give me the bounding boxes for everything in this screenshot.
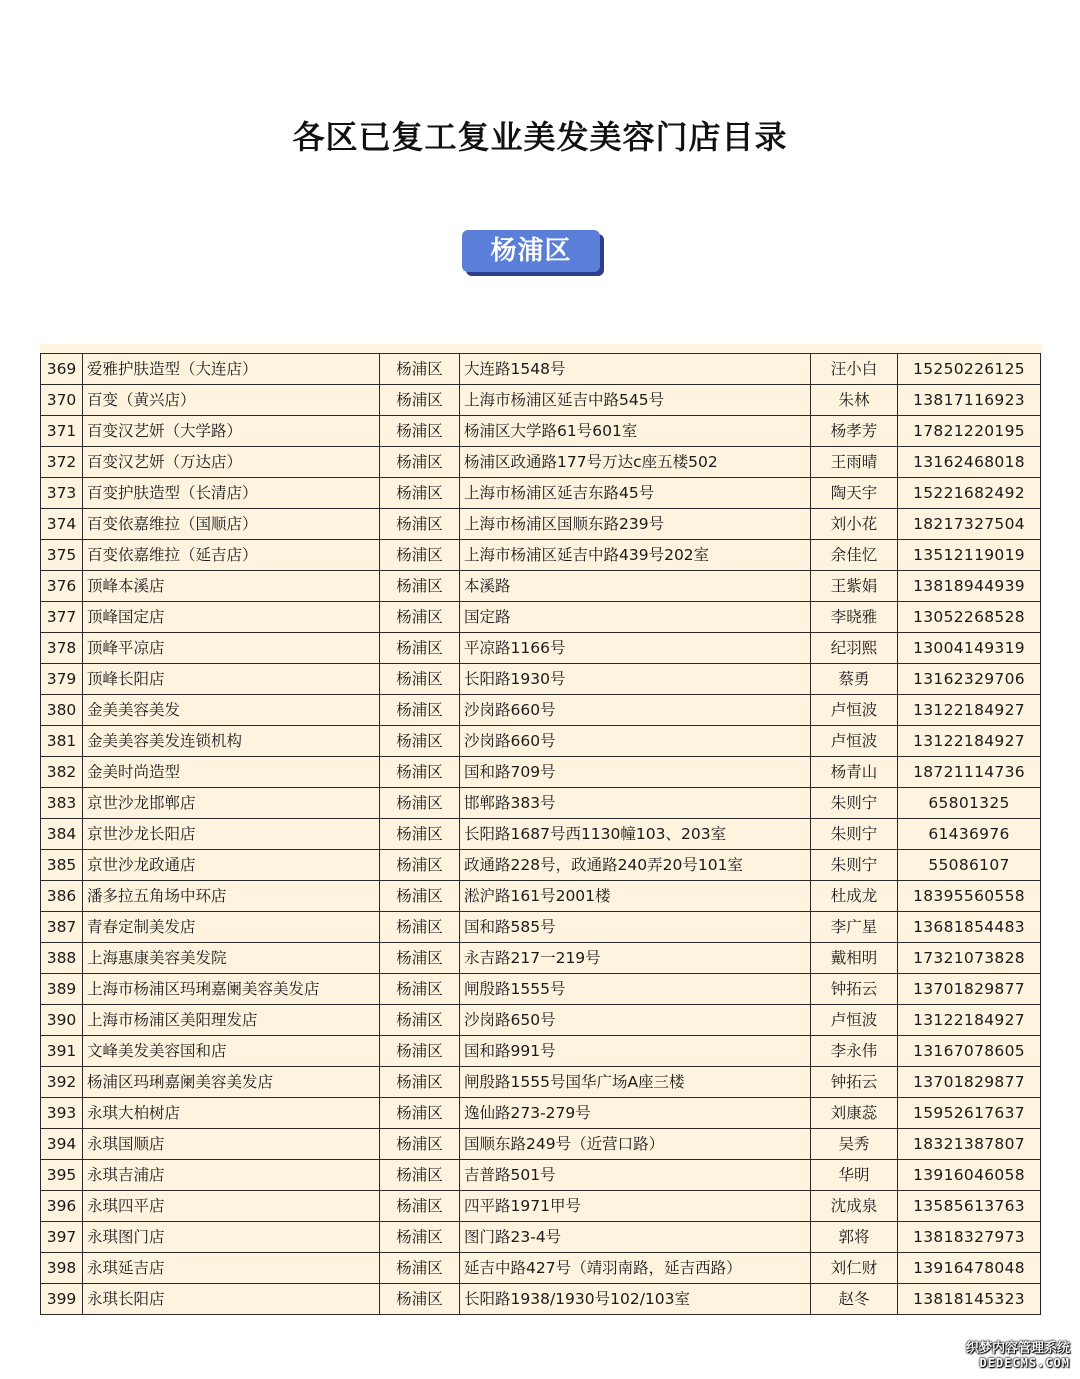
table-row: [41, 447, 1041, 478]
store-name-cell: 永琪大柏树店: [83, 1098, 380, 1129]
phone-cell: 13818145323: [898, 1284, 1041, 1315]
row-number-cell: 381: [41, 726, 83, 757]
row-number-cell: 375: [41, 540, 83, 571]
store-name-cell: 金美美容美发连锁机构: [83, 726, 380, 757]
district-cell: 杨浦区: [380, 819, 460, 850]
contact-person-cell: 刘小花: [811, 509, 898, 540]
contact-person-cell: 卢恒波: [811, 1005, 898, 1036]
store-name-cell: 文峰美发美容国和店: [83, 1036, 380, 1067]
phone-cell: 18721114736: [898, 757, 1041, 788]
row-number-cell: 392: [41, 1067, 83, 1098]
salon-table-body: [41, 354, 1041, 1315]
phone-cell: 15250226125: [898, 354, 1041, 385]
row-number-cell: 376: [41, 571, 83, 602]
district-cell: 杨浦区: [380, 757, 460, 788]
address-cell: 闸殷路1555号: [460, 974, 811, 1005]
district-cell: 杨浦区: [380, 354, 460, 385]
row-number-cell: 383: [41, 788, 83, 819]
store-name-cell: 潘多拉五角场中环店: [83, 881, 380, 912]
contact-person-cell: 朱则宁: [811, 788, 898, 819]
contact-person-cell: 卢恒波: [811, 695, 898, 726]
row-number-cell: 395: [41, 1160, 83, 1191]
store-name-cell: 杨浦区玛琍嘉阑美容美发店: [83, 1067, 380, 1098]
store-name-cell: 顶峰本溪店: [83, 571, 380, 602]
row-number-cell: 372: [41, 447, 83, 478]
district-cell: 杨浦区: [380, 1160, 460, 1191]
address-cell: 国和路709号: [460, 757, 811, 788]
phone-cell: 13122184927: [898, 726, 1041, 757]
address-cell: 长阳路1687号西1130幢103、203室: [460, 819, 811, 850]
address-cell: 沙岗路660号: [460, 726, 811, 757]
address-cell: 沙岗路660号: [460, 695, 811, 726]
page-title: 各区已复工复业美发美容门店目录: [292, 118, 788, 156]
row-number-cell: 377: [41, 602, 83, 633]
row-number-cell: 389: [41, 974, 83, 1005]
table-row: [41, 571, 1041, 602]
row-number-cell: 378: [41, 633, 83, 664]
district-cell: 杨浦区: [380, 1253, 460, 1284]
address-cell: 长阳路1930号: [460, 664, 811, 695]
phone-cell: 55086107: [898, 850, 1041, 881]
contact-person-cell: 吴秀: [811, 1129, 898, 1160]
store-name-cell: 百变依嘉维拉（延吉店）: [83, 540, 380, 571]
phone-cell: 13916478048: [898, 1253, 1041, 1284]
address-cell: 平凉路1166号: [460, 633, 811, 664]
address-cell: 淞沪路161号2001楼: [460, 881, 811, 912]
address-cell: 国定路: [460, 602, 811, 633]
store-name-cell: 永琪国顺店: [83, 1129, 380, 1160]
row-number-cell: 380: [41, 695, 83, 726]
phone-cell: 13004149319: [898, 633, 1041, 664]
district-cell: 杨浦区: [380, 912, 460, 943]
address-cell: 上海市杨浦区延吉东路45号: [460, 478, 811, 509]
store-name-cell: 顶峰平凉店: [83, 633, 380, 664]
district-cell: 杨浦区: [380, 540, 460, 571]
store-name-cell: 顶峰长阳店: [83, 664, 380, 695]
store-name-cell: 京世沙龙邯郸店: [83, 788, 380, 819]
district-cell: 杨浦区: [380, 602, 460, 633]
phone-cell: 13585613763: [898, 1191, 1041, 1222]
contact-person-cell: 沈成泉: [811, 1191, 898, 1222]
contact-person-cell: 王紫娟: [811, 571, 898, 602]
phone-cell: 13512119019: [898, 540, 1041, 571]
table-row: [41, 633, 1041, 664]
phone-cell: 15952617637: [898, 1098, 1041, 1129]
row-number-cell: 393: [41, 1098, 83, 1129]
store-name-cell: 永琪长阳店: [83, 1284, 380, 1315]
phone-cell: 13052268528: [898, 602, 1041, 633]
row-number-cell: 385: [41, 850, 83, 881]
table-row: [41, 1222, 1041, 1253]
district-cell: 杨浦区: [380, 385, 460, 416]
contact-person-cell: 王雨晴: [811, 447, 898, 478]
address-cell: 逸仙路273-279号: [460, 1098, 811, 1129]
row-number-cell: 398: [41, 1253, 83, 1284]
contact-person-cell: 卢恒波: [811, 726, 898, 757]
table-row: [41, 974, 1041, 1005]
row-number-cell: 394: [41, 1129, 83, 1160]
phone-cell: 13818327973: [898, 1222, 1041, 1253]
phone-cell: 18217327504: [898, 509, 1041, 540]
address-cell: 上海市杨浦区延吉中路439号202室: [460, 540, 811, 571]
row-number-cell: 369: [41, 354, 83, 385]
phone-cell: 13681854483: [898, 912, 1041, 943]
row-number-cell: 399: [41, 1284, 83, 1315]
phone-cell: 13817116923: [898, 385, 1041, 416]
phone-cell: 18395560558: [898, 881, 1041, 912]
contact-person-cell: 郭将: [811, 1222, 898, 1253]
store-name-cell: 京世沙龙长阳店: [83, 819, 380, 850]
phone-cell: 13916046058: [898, 1160, 1041, 1191]
table-row: [41, 509, 1041, 540]
table-row: [41, 695, 1041, 726]
store-name-cell: 京世沙龙政通店: [83, 850, 380, 881]
row-number-cell: 382: [41, 757, 83, 788]
contact-person-cell: 钟拓云: [811, 1067, 898, 1098]
table-row: [41, 416, 1041, 447]
store-name-cell: 百变汉艺妍（万达店）: [83, 447, 380, 478]
phone-cell: 15221682492: [898, 478, 1041, 509]
district-cell: 杨浦区: [380, 1284, 460, 1315]
table-row: [41, 757, 1041, 788]
table-row: [41, 788, 1041, 819]
contact-person-cell: 杨青山: [811, 757, 898, 788]
contact-person-cell: 李永伟: [811, 1036, 898, 1067]
store-name-cell: 青春定制美发店: [83, 912, 380, 943]
address-cell: 永吉路217一219号: [460, 943, 811, 974]
store-name-cell: 爱雅护肤造型（大连店）: [83, 354, 380, 385]
watermark-text: 织梦内容管理系统: [965, 1341, 1070, 1356]
table-row: [41, 1253, 1041, 1284]
phone-cell: 17321073828: [898, 943, 1041, 974]
store-name-cell: 永琪延吉店: [83, 1253, 380, 1284]
table-row: [41, 1067, 1041, 1098]
contact-person-cell: 杜成龙: [811, 881, 898, 912]
store-name-cell: 百变汉艺妍（大学路）: [83, 416, 380, 447]
district-cell: 杨浦区: [380, 943, 460, 974]
row-number-cell: 373: [41, 478, 83, 509]
address-cell: 国和路585号: [460, 912, 811, 943]
district-cell: 杨浦区: [380, 571, 460, 602]
contact-person-cell: 汪小白: [811, 354, 898, 385]
table-row: [41, 1129, 1041, 1160]
watermark-url: DEDECMS.COM: [979, 1356, 1070, 1370]
contact-person-cell: 钟拓云: [811, 974, 898, 1005]
store-name-cell: 永琪四平店: [83, 1191, 380, 1222]
district-cell: 杨浦区: [380, 1098, 460, 1129]
district-cell: 杨浦区: [380, 664, 460, 695]
table-row: [41, 478, 1041, 509]
row-number-cell: 397: [41, 1222, 83, 1253]
table-row: [41, 1191, 1041, 1222]
district-cell: 杨浦区: [380, 726, 460, 757]
contact-person-cell: 赵冬: [811, 1284, 898, 1315]
store-name-cell: 永琪吉浦店: [83, 1160, 380, 1191]
store-name-cell: 永琪图门店: [83, 1222, 380, 1253]
address-cell: 长阳路1938/1930号102/103室: [460, 1284, 811, 1315]
store-name-cell: 金美时尚造型: [83, 757, 380, 788]
table-row: [41, 1284, 1041, 1315]
contact-person-cell: 蔡勇: [811, 664, 898, 695]
district-cell: 杨浦区: [380, 850, 460, 881]
phone-cell: 18321387807: [898, 1129, 1041, 1160]
store-name-cell: 百变护肤造型（长清店）: [83, 478, 380, 509]
phone-cell: 13162329706: [898, 664, 1041, 695]
table-row: [41, 819, 1041, 850]
store-name-cell: 顶峰国定店: [83, 602, 380, 633]
table-row: [41, 354, 1041, 385]
table-row: [41, 385, 1041, 416]
row-number-cell: 386: [41, 881, 83, 912]
table-row: [41, 540, 1041, 571]
address-cell: 闸殷路1555号国华广场A座三楼: [460, 1067, 811, 1098]
address-cell: 四平路1971甲号: [460, 1191, 811, 1222]
table-row: [41, 1098, 1041, 1129]
contact-person-cell: 杨孝芳: [811, 416, 898, 447]
phone-cell: 13701829877: [898, 1067, 1041, 1098]
phone-cell: 13122184927: [898, 695, 1041, 726]
district-cell: 杨浦区: [380, 1005, 460, 1036]
phone-cell: 65801325: [898, 788, 1041, 819]
store-name-cell: 百变依嘉维拉（国顺店）: [83, 509, 380, 540]
salon-table-container: [40, 344, 1042, 1315]
contact-person-cell: 朱则宁: [811, 850, 898, 881]
district-cell: 杨浦区: [380, 1067, 460, 1098]
district-cell: 杨浦区: [380, 881, 460, 912]
address-cell: 本溪路: [460, 571, 811, 602]
district-cell: 杨浦区: [380, 788, 460, 819]
contact-person-cell: 朱林: [811, 385, 898, 416]
row-number-cell: 396: [41, 1191, 83, 1222]
address-cell: 吉普路501号: [460, 1160, 811, 1191]
district-cell: 杨浦区: [380, 1222, 460, 1253]
phone-cell: 61436976: [898, 819, 1041, 850]
phone-cell: 13162468018: [898, 447, 1041, 478]
address-cell: 国和路991号: [460, 1036, 811, 1067]
table-row: [41, 850, 1041, 881]
contact-person-cell: 朱则宁: [811, 819, 898, 850]
district-cell: 杨浦区: [380, 416, 460, 447]
contact-person-cell: 纪羽熙: [811, 633, 898, 664]
watermark: [966, 1341, 1070, 1371]
row-number-cell: 390: [41, 1005, 83, 1036]
district-cell: 杨浦区: [380, 1191, 460, 1222]
contact-person-cell: 华明: [811, 1160, 898, 1191]
district-cell: 杨浦区: [380, 633, 460, 664]
district-cell: 杨浦区: [380, 1036, 460, 1067]
address-cell: 政通路228号，政通路240弄20号101室: [460, 850, 811, 881]
address-cell: 杨浦区政通路177号万达c座五楼502: [460, 447, 811, 478]
row-number-cell: 370: [41, 385, 83, 416]
salon-table: [40, 353, 1041, 1315]
address-cell: 杨浦区大学路61号601室: [460, 416, 811, 447]
table-row: [41, 943, 1041, 974]
district-cell: 杨浦区: [380, 1129, 460, 1160]
address-cell: 延吉中路427号（靖羽南路，延吉西路）: [460, 1253, 811, 1284]
phone-cell: 13167078605: [898, 1036, 1041, 1067]
table-row: [41, 1160, 1041, 1191]
district-cell: 杨浦区: [380, 478, 460, 509]
phone-cell: 13818944939: [898, 571, 1041, 602]
table-row: [41, 1005, 1041, 1036]
store-name-cell: 上海市杨浦区美阳理发店: [83, 1005, 380, 1036]
address-cell: 国顺东路249号（近营口路）: [460, 1129, 811, 1160]
store-name-cell: 金美美容美发: [83, 695, 380, 726]
row-number-cell: 387: [41, 912, 83, 943]
contact-person-cell: 戴相明: [811, 943, 898, 974]
address-cell: 沙岗路650号: [460, 1005, 811, 1036]
table-row: [41, 912, 1041, 943]
district-cell: 杨浦区: [380, 974, 460, 1005]
row-number-cell: 371: [41, 416, 83, 447]
contact-person-cell: 刘康蕊: [811, 1098, 898, 1129]
address-cell: 上海市杨浦区延吉中路545号: [460, 385, 811, 416]
table-row: [41, 1036, 1041, 1067]
row-number-cell: 379: [41, 664, 83, 695]
phone-cell: 13122184927: [898, 1005, 1041, 1036]
store-name-cell: 上海惠康美容美发院: [83, 943, 380, 974]
row-number-cell: 391: [41, 1036, 83, 1067]
address-cell: 邯郸路383号: [460, 788, 811, 819]
contact-person-cell: 陶天宇: [811, 478, 898, 509]
phone-cell: 17821220195: [898, 416, 1041, 447]
row-number-cell: 384: [41, 819, 83, 850]
address-cell: 图门路23-4号: [460, 1222, 811, 1253]
address-cell: 大连路1548号: [460, 354, 811, 385]
contact-person-cell: 余佳忆: [811, 540, 898, 571]
phone-cell: 13701829877: [898, 974, 1041, 1005]
table-row: [41, 602, 1041, 633]
row-number-cell: 388: [41, 943, 83, 974]
contact-person-cell: 李晓雅: [811, 602, 898, 633]
district-cell: 杨浦区: [380, 695, 460, 726]
contact-person-cell: 李广星: [811, 912, 898, 943]
store-name-cell: 上海市杨浦区玛琍嘉阑美容美发店: [83, 974, 380, 1005]
table-row: [41, 881, 1041, 912]
address-cell: 上海市杨浦区国顺东路239号: [460, 509, 811, 540]
store-name-cell: 百变（黄兴店）: [83, 385, 380, 416]
table-row: [41, 726, 1041, 757]
contact-person-cell: 刘仁财: [811, 1253, 898, 1284]
district-cell: 杨浦区: [380, 509, 460, 540]
table-row: [41, 664, 1041, 695]
district-badge: 杨浦区: [462, 230, 600, 272]
row-number-cell: 374: [41, 509, 83, 540]
district-cell: 杨浦区: [380, 447, 460, 478]
